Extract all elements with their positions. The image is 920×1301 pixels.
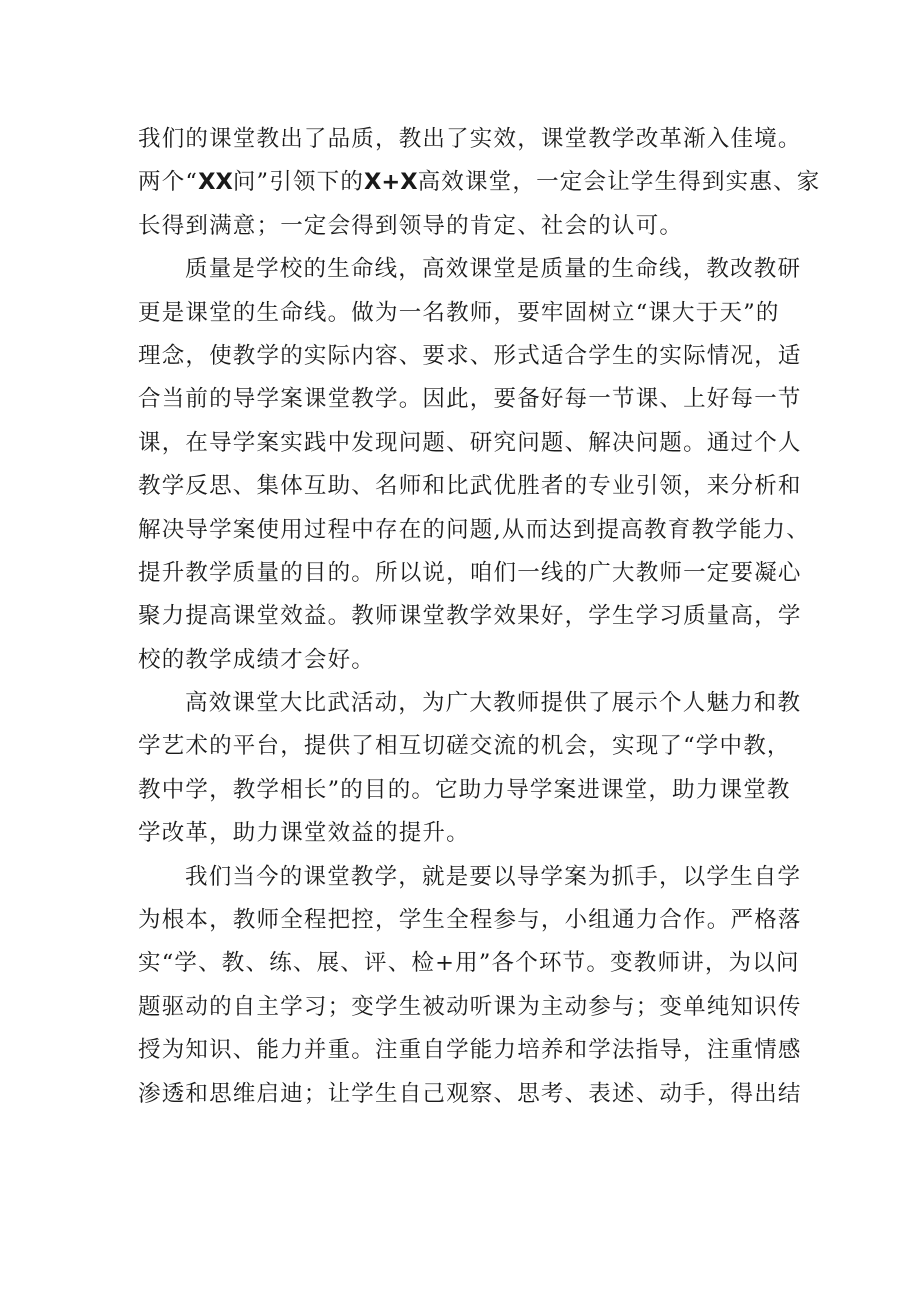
text-line: 更是课堂的生命线。做为一名教师，要牢固树立“课大于天”的 — [138, 299, 780, 326]
text-line: 学艺术的平台，提供了相互切磋交流的机会，实现了“学中教， — [138, 733, 791, 760]
text-line: 授为知识、能力并重。注重自学能力培养和学法指导，注重情感 — [138, 1037, 802, 1064]
text-line: 我们的课堂教出了品质，教出了实效，课堂教学改革渐入佳境。 — [138, 126, 802, 152]
text-line: 实“学、教、练、展、评、检+用”各个环节。变教师讲，为以问 — [138, 950, 800, 977]
text-line: 渗透和思维启迪；让学生自己观察、思考、表述、动手，得出结 — [138, 1080, 802, 1107]
text-line: 长得到满意；一定会得到领导的肯定、社会的认可。 — [138, 212, 684, 239]
text-line: 学改革，助力课堂效益的提升。 — [138, 820, 470, 847]
text-line: 题驱动的自主学习；变学生被动听课为主动参与；变单纯知识传 — [138, 993, 802, 1020]
text-line: 教中学，教学相长”的目的。它助力导学案进课堂，助力课堂教 — [138, 776, 791, 803]
text-line: 聚力提高课堂效益。教师课堂教学效果好，学生学习质量高，学 — [138, 603, 802, 630]
paragraph-first-line: 质量是学校的生命线，高效课堂是质量的生命线，教改教研 — [185, 256, 802, 283]
text-line: 合当前的导学案课堂教学。因此，要备好每一节课、上好每一节 — [138, 386, 802, 413]
document-body — [138, 118, 821, 1116]
text-segment: 问”引领下的 — [232, 169, 365, 196]
text-line: 为根本，教师全程把控，学生全程参与，小组通力合作。严格落 — [138, 907, 802, 934]
bold-placeholder: XX — [198, 169, 233, 196]
text-line: 解决导学案使用过程中存在的问题,从而达到提高教育教学能力、 — [138, 516, 810, 543]
paragraph-first-line: 我们当今的课堂教学，就是要以导学案为抓手，以学生自学 — [185, 863, 802, 890]
text-segment: 高效课堂，一定会让学生得到实惠、家 — [417, 169, 821, 196]
text-line: 提升教学质量的目的。所以说，咱们一线的广大教师一定要凝心 — [138, 559, 802, 586]
text-line: 校的教学成绩才会好。 — [138, 646, 376, 673]
text-line: 课，在导学案实践中发现问题、研究问题、解决问题。通过个人 — [138, 429, 802, 456]
text-line: 教学反思、集体互助、名师和比武优胜者的专业引领，来分析和 — [138, 473, 802, 500]
text-line: 理念，使教学的实际内容、要求、形式适合学生的实际情况，适 — [138, 342, 802, 369]
paragraph-first-line: 高效课堂大比武活动，为广大教师提供了展示个人魅力和教 — [185, 690, 802, 717]
bold-placeholder: X+X — [364, 169, 418, 196]
text-segment: 两个“ — [138, 169, 199, 196]
text-line — [138, 161, 821, 204]
